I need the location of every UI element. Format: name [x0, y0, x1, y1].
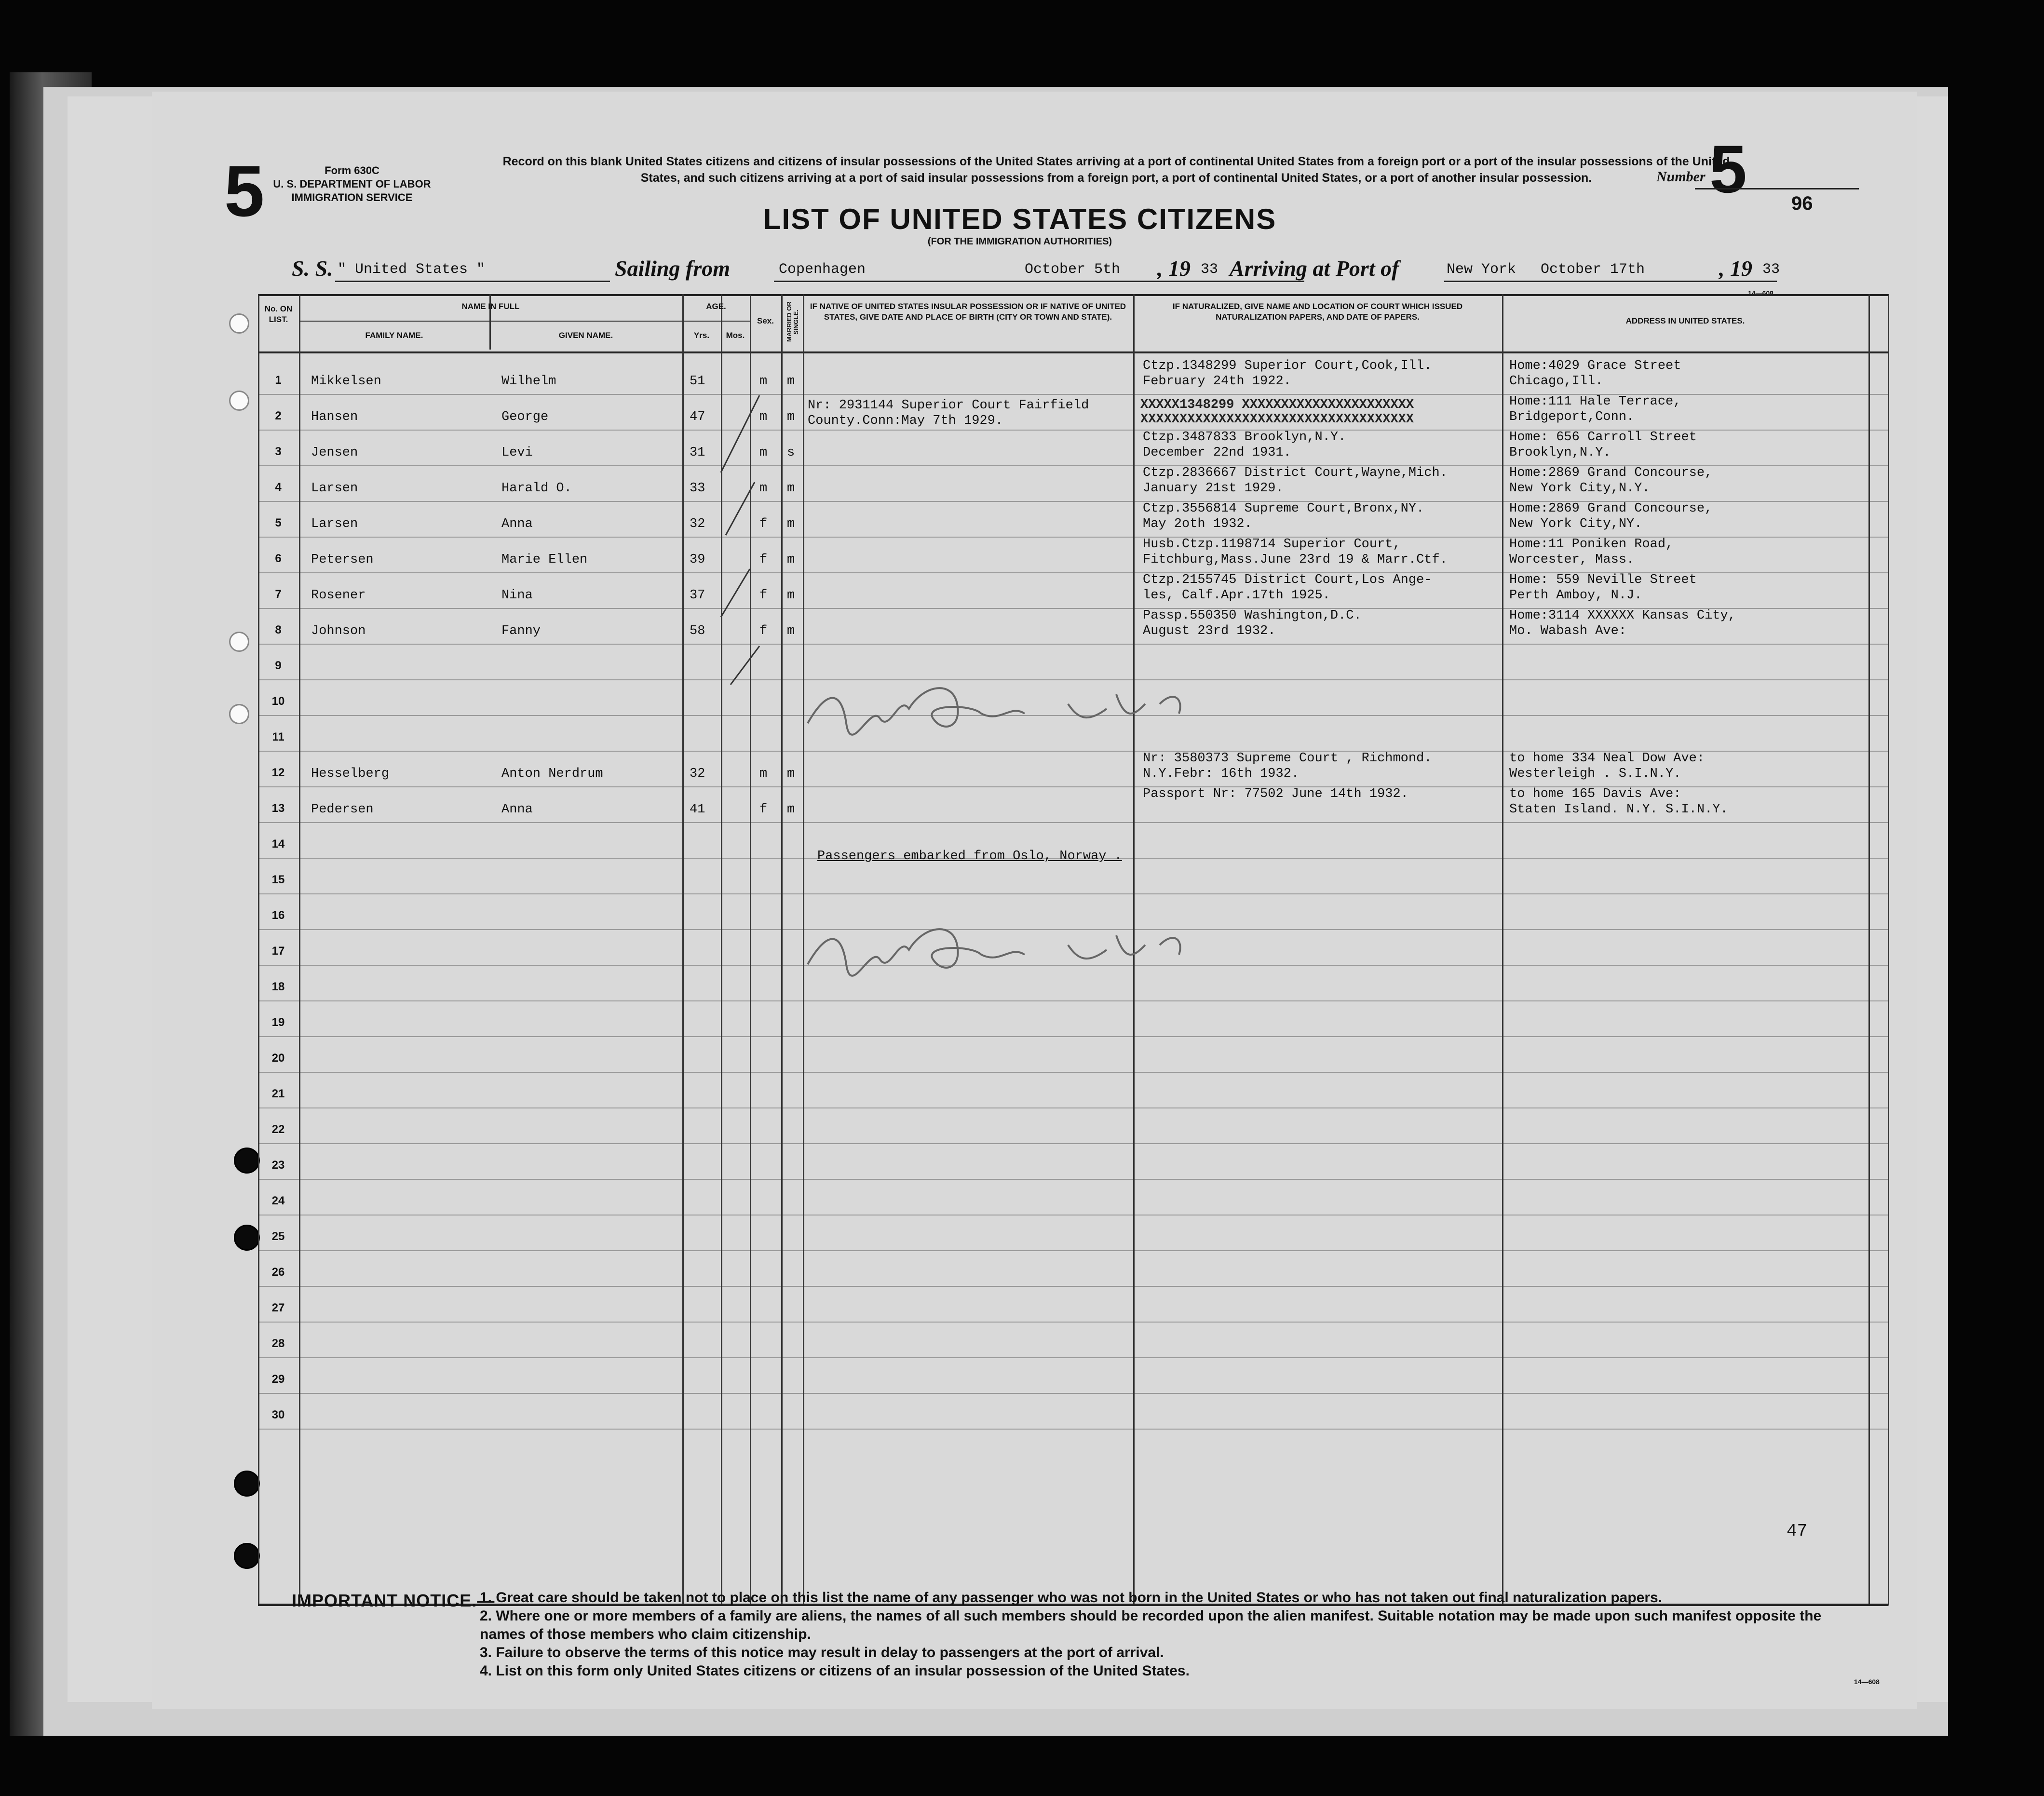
form-id: Form 630C: [325, 164, 379, 176]
row-number: 20: [271, 1052, 285, 1065]
row-line: [258, 893, 1888, 894]
col-divider: [299, 294, 300, 1606]
address-cell: Home: 656 Carroll Street: [1509, 430, 1697, 445]
age-cell: 39: [690, 553, 705, 567]
family-name-cell: Larsen: [311, 517, 358, 531]
row-line: [258, 1143, 1888, 1144]
ship-name: " United States ": [338, 261, 486, 278]
header-name-in-full: NAME IN FULL: [461, 302, 520, 311]
row-line: [258, 1036, 1888, 1037]
address-cell: Home:111 Hale Terrace,: [1509, 394, 1681, 409]
row-number: 26: [271, 1266, 285, 1279]
address-cell: Home: 559 Neville Street: [1509, 573, 1697, 587]
marital-cell: m: [787, 517, 795, 531]
age-cell: 31: [690, 446, 705, 460]
ship-underline: [335, 281, 610, 282]
row-number: 16: [271, 909, 285, 922]
given-name-cell: Wilhelm: [501, 374, 556, 389]
service: IMMIGRATION SERVICE: [291, 191, 413, 203]
naturalization-cell: Passport Nr: 77502 June 14th 1932.: [1143, 787, 1408, 801]
naturalization-cell: Fitchburg,Mass.June 23rd 19 & Marr.Ctf.: [1143, 553, 1448, 567]
age-cell: 51: [690, 374, 705, 389]
sailing-port: Copenhagen: [779, 261, 866, 278]
family-name-cell: Johnson: [311, 624, 366, 638]
row-line: [258, 1357, 1888, 1358]
address-cell: Home:4029 Grace Street: [1509, 359, 1681, 373]
row-number: 1: [275, 374, 282, 387]
form-id-block: [272, 164, 432, 204]
page-mark: 47: [1787, 1521, 1808, 1541]
bottom-form-code: 14—608: [1854, 1678, 1880, 1686]
punch-hole: [229, 313, 249, 334]
sex-cell: f: [759, 588, 768, 603]
department: U. S. DEPARTMENT OF LABOR: [273, 178, 431, 190]
header-family-name: FAMILY NAME.: [365, 331, 423, 340]
address-cell: to home 165 Davis Ave:: [1509, 787, 1681, 801]
col-divider: [1502, 294, 1503, 1606]
row-number: 30: [271, 1408, 285, 1421]
row-line: [258, 1429, 1888, 1430]
row-number: 19: [271, 1016, 285, 1029]
arriving-label: Arriving at Port of: [1230, 256, 1399, 281]
sex-cell: m: [759, 446, 768, 460]
naturalization-cell: August 23rd 1932.: [1143, 624, 1276, 638]
given-name-cell: Nina: [501, 588, 533, 603]
row-line: [258, 1107, 1888, 1108]
row-number: 27: [271, 1301, 285, 1314]
naturalization-cell: Passp.550350 Washington,D.C.: [1143, 608, 1362, 623]
punch-hole: [229, 704, 249, 724]
handwritten-signature: [798, 916, 1232, 984]
family-name-cell: Jensen: [311, 446, 358, 460]
row-number: 3: [275, 445, 282, 458]
col-divider: [258, 294, 259, 1606]
row-line: [258, 1393, 1888, 1394]
age-cell: 32: [690, 517, 705, 531]
row-number: 25: [271, 1230, 285, 1243]
row-line: [258, 822, 1888, 823]
row-number: 7: [275, 588, 282, 601]
page-title: LIST OF UNITED STATES CITIZENS: [763, 203, 1277, 235]
naturalization-cell: Ctzp.2836667 District Court,Wayne,Mich.: [1143, 466, 1448, 480]
notice-item: 3. Failure to observe the terms of this notice may result in delay to passengers at the port of arrival.: [480, 1645, 1164, 1661]
address-cell: New York City,N.Y.: [1509, 481, 1650, 496]
marital-cell: m: [787, 624, 795, 638]
header-address: ADDRESS IN UNITED STATES.: [1625, 316, 1745, 325]
row-number: 8: [275, 623, 282, 636]
sex-cell: f: [759, 624, 768, 638]
name-subrule: [299, 321, 682, 322]
address-cell: Bridgeport,Conn.: [1509, 410, 1635, 424]
col-divider: [781, 294, 783, 1606]
hansen-birth-note-line: County.Conn:May 7th 1929.: [808, 414, 1003, 428]
notice-item: 2. Where one or more members of a family are aliens, the names of all such members should be recorded upon the alien manifest. Suitable notation may be made upon such manifest opposite the names of those members who claim citizenship.: [480, 1608, 1822, 1642]
row-line: [258, 1250, 1888, 1251]
sex-cell: m: [759, 767, 768, 781]
naturalization-cell: May 2oth 1932.: [1143, 517, 1252, 531]
row-number: 5: [275, 516, 282, 529]
age-cell: 32: [690, 767, 705, 781]
ditto-marks: [711, 376, 769, 771]
naturalization-cell: Ctzp.2155745 District Court,Los Ange-: [1143, 573, 1432, 587]
corner-code: 14—608: [1748, 289, 1773, 297]
row-line: [258, 1322, 1888, 1323]
sex-cell: f: [759, 802, 768, 817]
record-instructions: Record on this blank United States citizens and citizens of insular possessions of the United States arriving at a port of continental United States from a foreign port or a port of the insular possessions of the United States, and such citizens arriving at a port of said insular possessions from a foreign port, a port of continental United States, or a port of another insular possession.: [502, 155, 1730, 185]
punch-hole: [234, 1225, 260, 1251]
manifest-page: [152, 92, 1917, 1709]
oslo-note: Passengers embarked from Oslo, Norway .: [817, 849, 1122, 864]
sex-cell: m: [759, 374, 768, 389]
family-name-cell: Rosener: [311, 588, 366, 603]
arrival-year-prefix: , 19: [1719, 256, 1752, 281]
header-naturalized: IF NATURALIZED, GIVE NAME AND LOCATION OF COURT WHICH ISSUED NATURALIZATION PAPERS, AND DATE OF PAPERS.: [1172, 302, 1463, 322]
naturalization-cell: N.Y.Febr: 16th 1932.: [1143, 767, 1299, 781]
age-cell: 37: [690, 588, 705, 603]
sex-cell: f: [759, 553, 768, 567]
row-line: [258, 1286, 1888, 1287]
punch-hole: [234, 1543, 260, 1569]
naturalization-cell: les, Calf.Apr.17th 1925.: [1143, 588, 1330, 603]
header-given-name: GIVEN NAME.: [558, 331, 613, 340]
sailing-year-prefix: , 19: [1157, 256, 1191, 281]
row-number: 17: [271, 945, 285, 958]
row-number: 6: [275, 552, 282, 565]
sailing-year: 33: [1201, 261, 1218, 278]
header-yrs: Yrs.: [693, 331, 710, 340]
marital-cell: m: [787, 767, 795, 781]
sailing-label: Sailing from: [615, 256, 731, 281]
header-birth: IF NATIVE OF UNITED STATES INSULAR POSSESSION OR IF NATIVE OF UNITED STATES, GIVE DATE AND PLACE OF BIRTH (CITY OR TOWN AND STATE).: [810, 302, 1126, 322]
given-name-cell: George: [501, 410, 549, 424]
age-cell: 58: [690, 624, 705, 638]
marital-cell: s: [787, 446, 795, 460]
naturalization-cell: Ctzp.3556814 Supreme Court,Bronx,NY.: [1143, 501, 1424, 516]
marital-cell: m: [787, 481, 795, 496]
row-number: 10: [271, 695, 285, 708]
struck-line: XXXXX1348299 XXXXXXXXXXXXXXXXXXXXXX: [1140, 398, 1414, 412]
row-number: 4: [275, 481, 282, 494]
row-number: 28: [271, 1337, 285, 1350]
sailing-date: October 5th: [1025, 261, 1121, 278]
row-number: 18: [271, 980, 285, 993]
struck-out-naturalization: [1140, 398, 1414, 427]
age-cell: 47: [690, 410, 705, 424]
row-number: 14: [271, 837, 285, 851]
form-big-number: 5: [224, 150, 265, 231]
age-cell: 41: [690, 802, 705, 817]
marital-cell: m: [787, 553, 795, 567]
address-cell: Staten Island. N.Y. S.I.N.Y.: [1509, 802, 1728, 817]
row-number: 23: [271, 1159, 285, 1172]
naturalization-cell: February 24th 1922.: [1143, 374, 1291, 389]
col-divider: [1868, 294, 1870, 1606]
manifest-table: [258, 294, 1888, 1606]
page-number: 96: [1791, 193, 1813, 214]
address-cell: Brooklyn,N.Y.: [1509, 446, 1611, 460]
family-name-cell: Hesselberg: [311, 767, 390, 781]
given-name-cell: Anna: [501, 802, 533, 817]
row-line: [258, 1072, 1888, 1073]
naturalization-cell: Ctzp.1348299 Superior Court,Cook,Ill.: [1143, 359, 1432, 373]
marital-cell: m: [787, 410, 795, 424]
given-name-cell: Anton Nerdrum: [501, 767, 603, 781]
row-number: 24: [271, 1194, 285, 1207]
punch-hole: [229, 391, 249, 411]
row-number: 21: [271, 1087, 285, 1100]
age-subrule: [682, 321, 750, 322]
address-cell: New York City,NY.: [1509, 517, 1642, 531]
notice-item: 1. Great care should be taken not to place on this list the name of any passenger who was not born in the United States or who has not taken out final naturalization papers.: [480, 1590, 1663, 1606]
naturalization-cell: December 22nd 1931.: [1143, 446, 1291, 460]
header-mos: Mos.: [726, 331, 745, 340]
address-cell: Home:3114 XXXXXX Kansas City,: [1509, 608, 1736, 623]
voyage-line: [152, 256, 1917, 284]
row-number: 22: [271, 1123, 285, 1136]
given-name-cell: Harald O.: [501, 481, 572, 496]
row-number: 29: [271, 1373, 285, 1386]
arrival-port: New York: [1447, 261, 1516, 278]
arrival-year: 33: [1762, 261, 1780, 278]
arrival-date: October 17th: [1541, 261, 1645, 278]
notice-item: 4. List on this form only United States citizens or citizens of an insular possession of the United States.: [480, 1663, 1190, 1679]
col-divider: [1888, 294, 1889, 1606]
address-cell: Mo. Wabash Ave:: [1509, 624, 1627, 638]
given-name-cell: Marie Ellen: [501, 553, 588, 567]
punch-hole: [229, 632, 249, 652]
sailing-underline: [774, 281, 1304, 282]
marital-cell: m: [787, 802, 795, 817]
address-cell: Westerleigh . S.I.N.Y.: [1509, 767, 1681, 781]
hansen-birth-note-line: Nr: 2931144 Superior Court Fairfield: [808, 398, 1089, 413]
number-label: Number: [1656, 169, 1706, 185]
given-name-cell: Anna: [501, 517, 533, 531]
row-number: 13: [271, 802, 285, 815]
naturalization-cell: Ctzp.3487833 Brooklyn,N.Y.: [1143, 430, 1346, 445]
notice-items: [480, 1589, 1849, 1680]
header-sex: Sex.: [757, 316, 774, 325]
naturalization-cell: Nr: 3580373 Supreme Court , Richmond.: [1143, 751, 1432, 766]
row-number: 11: [272, 730, 284, 743]
age-cell: 33: [690, 481, 705, 496]
header-age: AGE.: [706, 302, 726, 311]
header-no-on-list: No. ON LIST.: [264, 304, 293, 324]
marital-cell: m: [787, 588, 795, 603]
family-name-cell: Pedersen: [311, 802, 374, 817]
address-cell: Home:11 Poniken Road,: [1509, 537, 1674, 552]
given-name-cell: Levi: [501, 446, 533, 460]
address-cell: to home 334 Neal Dow Ave:: [1509, 751, 1705, 766]
address-cell: Home:2869 Grand Concourse,: [1509, 501, 1713, 516]
marital-cell: m: [787, 374, 795, 389]
row-line: [258, 1000, 1888, 1001]
family-name-cell: Petersen: [311, 553, 374, 567]
row-number: 2: [275, 409, 282, 422]
family-name-cell: Larsen: [311, 481, 358, 496]
address-cell: Home:2869 Grand Concourse,: [1509, 466, 1713, 480]
page-subtitle: (FOR THE IMMIGRATION AUTHORITIES): [927, 236, 1112, 247]
number-value: 5: [1709, 131, 1747, 207]
struck-line: XXXXXXXXXXXXXXXXXXXXXXXXXXXXXXXXXXX: [1140, 412, 1414, 427]
sex-cell: f: [759, 517, 768, 531]
given-name-cell: Fanny: [501, 624, 541, 638]
punch-hole: [234, 1471, 260, 1497]
row-number: 12: [271, 766, 285, 779]
family-name-cell: Hansen: [311, 410, 358, 424]
family-name-cell: Mikkelsen: [311, 374, 381, 389]
row-number: 9: [275, 659, 282, 672]
row-number: 15: [271, 873, 285, 886]
col-divider: [682, 294, 684, 1606]
handwritten-signature: [798, 675, 1232, 743]
number-line: [1695, 188, 1859, 189]
hansen-birth-note: [808, 398, 1089, 429]
naturalization-cell: Husb.Ctzp.1198714 Superior Court,: [1143, 537, 1401, 552]
sex-cell: m: [759, 481, 768, 496]
notice-heading: IMPORTANT NOTICE.—: [292, 1591, 495, 1610]
ss-label: S. S.: [292, 256, 333, 281]
address-cell: Perth Amboy, N.J.: [1509, 588, 1642, 603]
header-married: MARRIED OR SINGLE.: [785, 301, 799, 342]
row-line: [258, 1179, 1888, 1180]
address-cell: Chicago,Ill.: [1509, 374, 1603, 389]
sex-cell: m: [759, 410, 768, 424]
naturalization-cell: January 21st 1929.: [1143, 481, 1284, 496]
punch-hole: [234, 1148, 260, 1174]
address-cell: Worcester, Mass.: [1509, 553, 1635, 567]
row-line: [258, 644, 1888, 645]
